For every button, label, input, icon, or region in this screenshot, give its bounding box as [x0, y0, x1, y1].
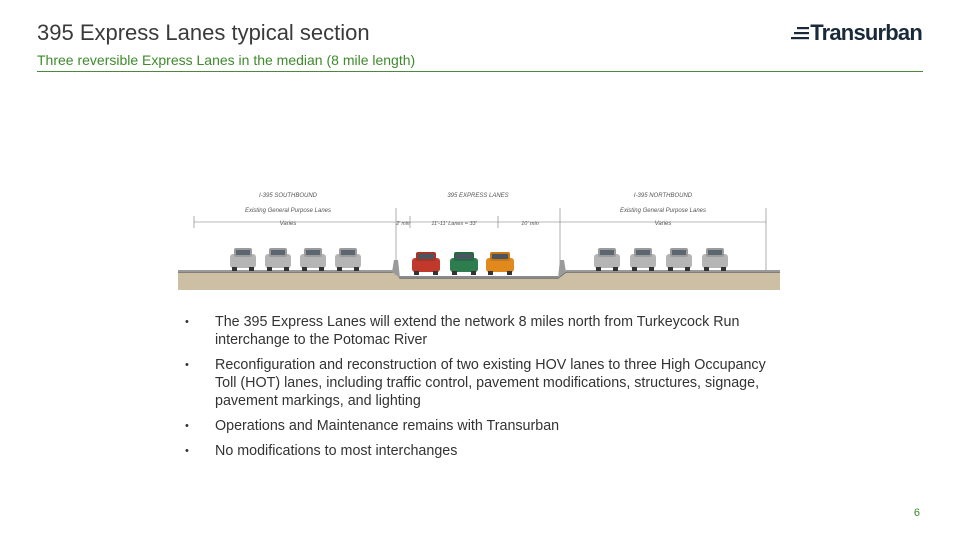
logo-stripes-icon — [791, 23, 809, 43]
express-lane-cars — [412, 252, 514, 275]
car — [300, 248, 326, 271]
sb-width-label: Varies — [279, 221, 297, 227]
car — [594, 248, 620, 271]
sb-heading: I-395 SOUTHBOUND — [258, 193, 318, 199]
northbound-cars — [594, 248, 728, 271]
car — [265, 248, 291, 271]
car-green — [450, 252, 478, 275]
nb-width-label: Varies — [654, 221, 672, 227]
bullet-list — [183, 313, 783, 467]
transurban-logo — [791, 20, 922, 46]
shoulder-right-label: 10' min — [521, 221, 539, 227]
car-orange — [486, 252, 514, 275]
car — [335, 248, 361, 271]
slide-title: 395 Express Lanes typical section — [37, 20, 370, 45]
bullet-item — [183, 417, 783, 435]
car — [230, 248, 256, 271]
bullet-dot: • — [185, 420, 189, 432]
southbound-cars — [230, 248, 361, 271]
car-red — [412, 252, 440, 275]
typical-section-diagram — [178, 186, 780, 296]
page-number: 6 — [913, 507, 920, 519]
nb-heading: I-395 NORTHBOUND — [633, 193, 693, 199]
bullet-text: No modifications to most interchanges — [215, 443, 458, 459]
bullet-item — [183, 356, 783, 410]
bullet-text: Operations and Maintenance remains with Transurban — [215, 418, 560, 434]
car — [666, 248, 692, 271]
shoulder-left-label: 2' min — [396, 221, 410, 227]
bullet-item — [183, 313, 783, 349]
bullet-dot: • — [185, 316, 189, 328]
express-heading: 395 EXPRESS LANES — [447, 193, 509, 199]
bullet-text: The 395 Express Lanes will extend the network 8 miles north from Turkeycock Run interchange to the Potomac River — [215, 314, 740, 348]
car — [630, 248, 656, 271]
logo-text: Transurban — [810, 20, 922, 45]
express-lanes-width-label: 11'-11' Lanes = 33' — [431, 221, 477, 227]
nb-subheading: Existing General Purpose Lanes — [619, 208, 707, 214]
car — [702, 248, 728, 271]
bullet-dot: • — [185, 359, 189, 371]
bullet-text: Reconfiguration and reconstruction of two existing HOV lanes to three High Occupancy Toll (HOT) lanes, including traffic control, pavement modifications, structures, signage, pavement markings, and lighting — [215, 357, 766, 409]
bullet-dot: • — [185, 445, 189, 457]
ground-profile — [178, 272, 780, 290]
bullet-item — [183, 442, 783, 460]
slide-subtitle: Three reversible Express Lanes in the median (8 mile length) — [37, 52, 416, 68]
sb-subheading: Existing General Purpose Lanes — [244, 208, 332, 214]
title-divider — [37, 71, 923, 72]
